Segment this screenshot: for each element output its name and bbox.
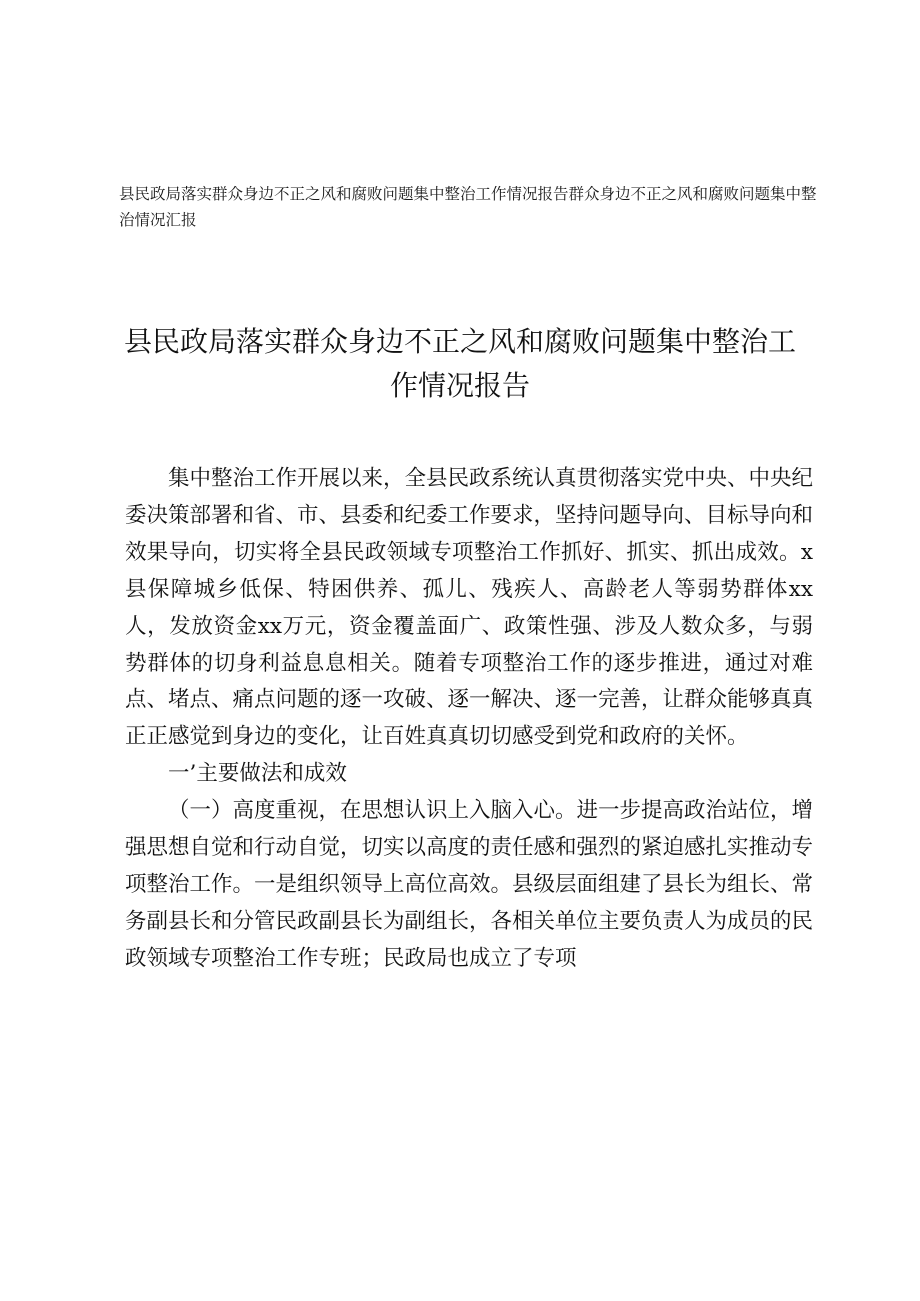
document-body	[125, 461, 813, 978]
section-heading: 一’主要做法和成效	[168, 761, 347, 787]
subsection-paragraph: （一）高度重视，在思想认识上入脑入心。进一步提高政治站位，增强思想自觉和行动自觉，切实以高度的责任感和强烈的紧迫感扎实推动专项整治工作。一是组织领导上高位高效。县级层面组建了县长为组长、常务副县长和分管民政副县长为副组长，各相关单位主要负责人为成员的民政领域专项整治工作专班；民政局也成立了专项	[125, 798, 814, 971]
document-title: 县民政局落实群众身边不正之风和腐败问题集中整治工作情况报告	[123, 325, 796, 402]
file-header-title: 县民政局落实群众身边不正之风和腐败问题集中整治工作情况报告群众身边不正之风和腐败问题集中整治情况汇报	[119, 185, 817, 229]
intro-paragraph: 集中整治工作开展以来，全县民政系统认真贯彻落实党中央、中央纪委决策部署和省、市、县委和纪委工作要求，坚持问题导向、目标导向和效果导向，切实将全县民政领域专项整治工作抓好、抓实、抓出成效。x县保障城乡低保、特困供养、孤儿、残疾人、高龄老人等弱势群体xx人，发放资金xx万元，资金覆盖面广、政策性强、涉及人数众多，与弱势群体的切身利益息息相关。随着专项整治工作的逐步推进，通过对难点、堵点、痛点问题的逐一攻破、逐一解决、逐一完善，让群众能够真真正正感觉到身边的变化，让百姓真真切切感受到党和政府的关怀。	[125, 466, 814, 750]
